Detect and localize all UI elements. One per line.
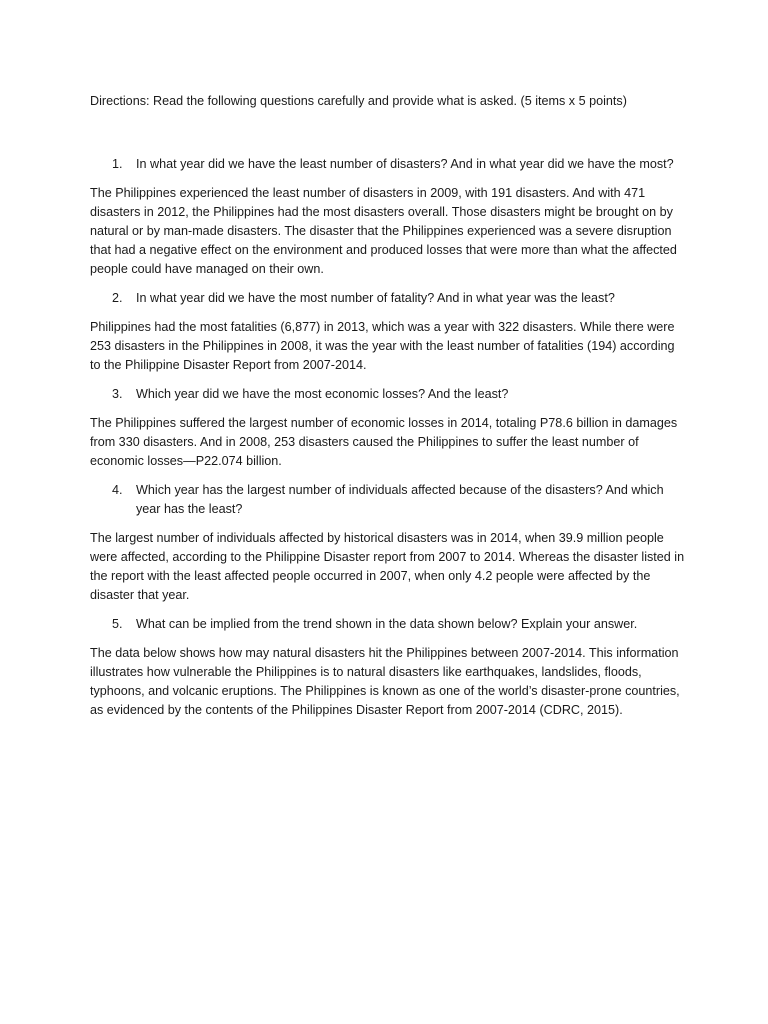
question-number: 2. <box>112 291 123 305</box>
answer-2: Philippines had the most fatalities (6,877) in 2013, which was a year with 322 disasters. While there were 253 disasters in the Philippines in 2008, it was the year with the least number of fatalities (194) according to the Philippine Disaster Report from 2007-2014. <box>90 320 675 372</box>
question-text: In what year did we have the least number of disasters? And in what year did we have the most? <box>136 157 674 171</box>
question-5 <box>90 615 688 634</box>
question-3 <box>90 385 688 404</box>
question-text: What can be implied from the trend shown in the data shown below? Explain your answer. <box>136 617 638 631</box>
question-number: 1. <box>112 157 123 171</box>
question-text: Which year did we have the most economic losses? And the least? <box>136 387 509 401</box>
answer-5: The data below shows how may natural disasters hit the Philippines between 2007-2014. This information illustrates how vulnerable the Philippines is to natural disasters like earthquakes, landslides, floods, typhoons, and volcanic eruptions. The Philippines is known as one of the world’s disaster-prone countries, as evidenced by the contents of the Philippines Disaster Report from 2007-2014 (CDRC, 2015). <box>90 646 680 717</box>
question-number: 3. <box>112 387 123 401</box>
question-number: 4. <box>112 483 123 497</box>
question-1 <box>90 155 688 174</box>
directions-text: Directions: Read the following questions carefully and provide what is asked. (5 items x 5 points) <box>90 94 627 108</box>
question-number: 5. <box>112 617 123 631</box>
answer-3: The Philippines suffered the largest number of economic losses in 2014, totaling P78.6 billion in damages from 330 disasters. And in 2008, 253 disasters caused the Philippines to suffer the least number of economic losses—P22.074 billion. <box>90 416 678 468</box>
question-4 <box>90 481 688 519</box>
answer-4: The largest number of individuals affected by historical disasters was in 2014, when 39.9 million people were affected, according to the Philippine Disaster report from 2007 to 2014. Whereas the disaster listed in the report with the least affected people occurred in 2007, when only 4.2 people were affected by the disaster that year. <box>90 531 685 602</box>
question-text: Which year has the largest number of individuals affected because of the disasters? And which year has the least? <box>136 483 664 516</box>
answer-1: The Philippines experienced the least number of disasters in 2009, with 191 disasters. And with 471 disasters in 2012, the Philippines had the most disasters overall. Those disasters might be brought on by natural or by man-made disasters. The disaster that the Philippines experienced was a severe disruption that had a negative effect on the environment and produced losses that were more than what the affected people could have managed on their own. <box>90 186 677 276</box>
question-text: In what year did we have the most number of fatality? And in what year was the least? <box>136 291 615 305</box>
question-2 <box>90 289 688 308</box>
